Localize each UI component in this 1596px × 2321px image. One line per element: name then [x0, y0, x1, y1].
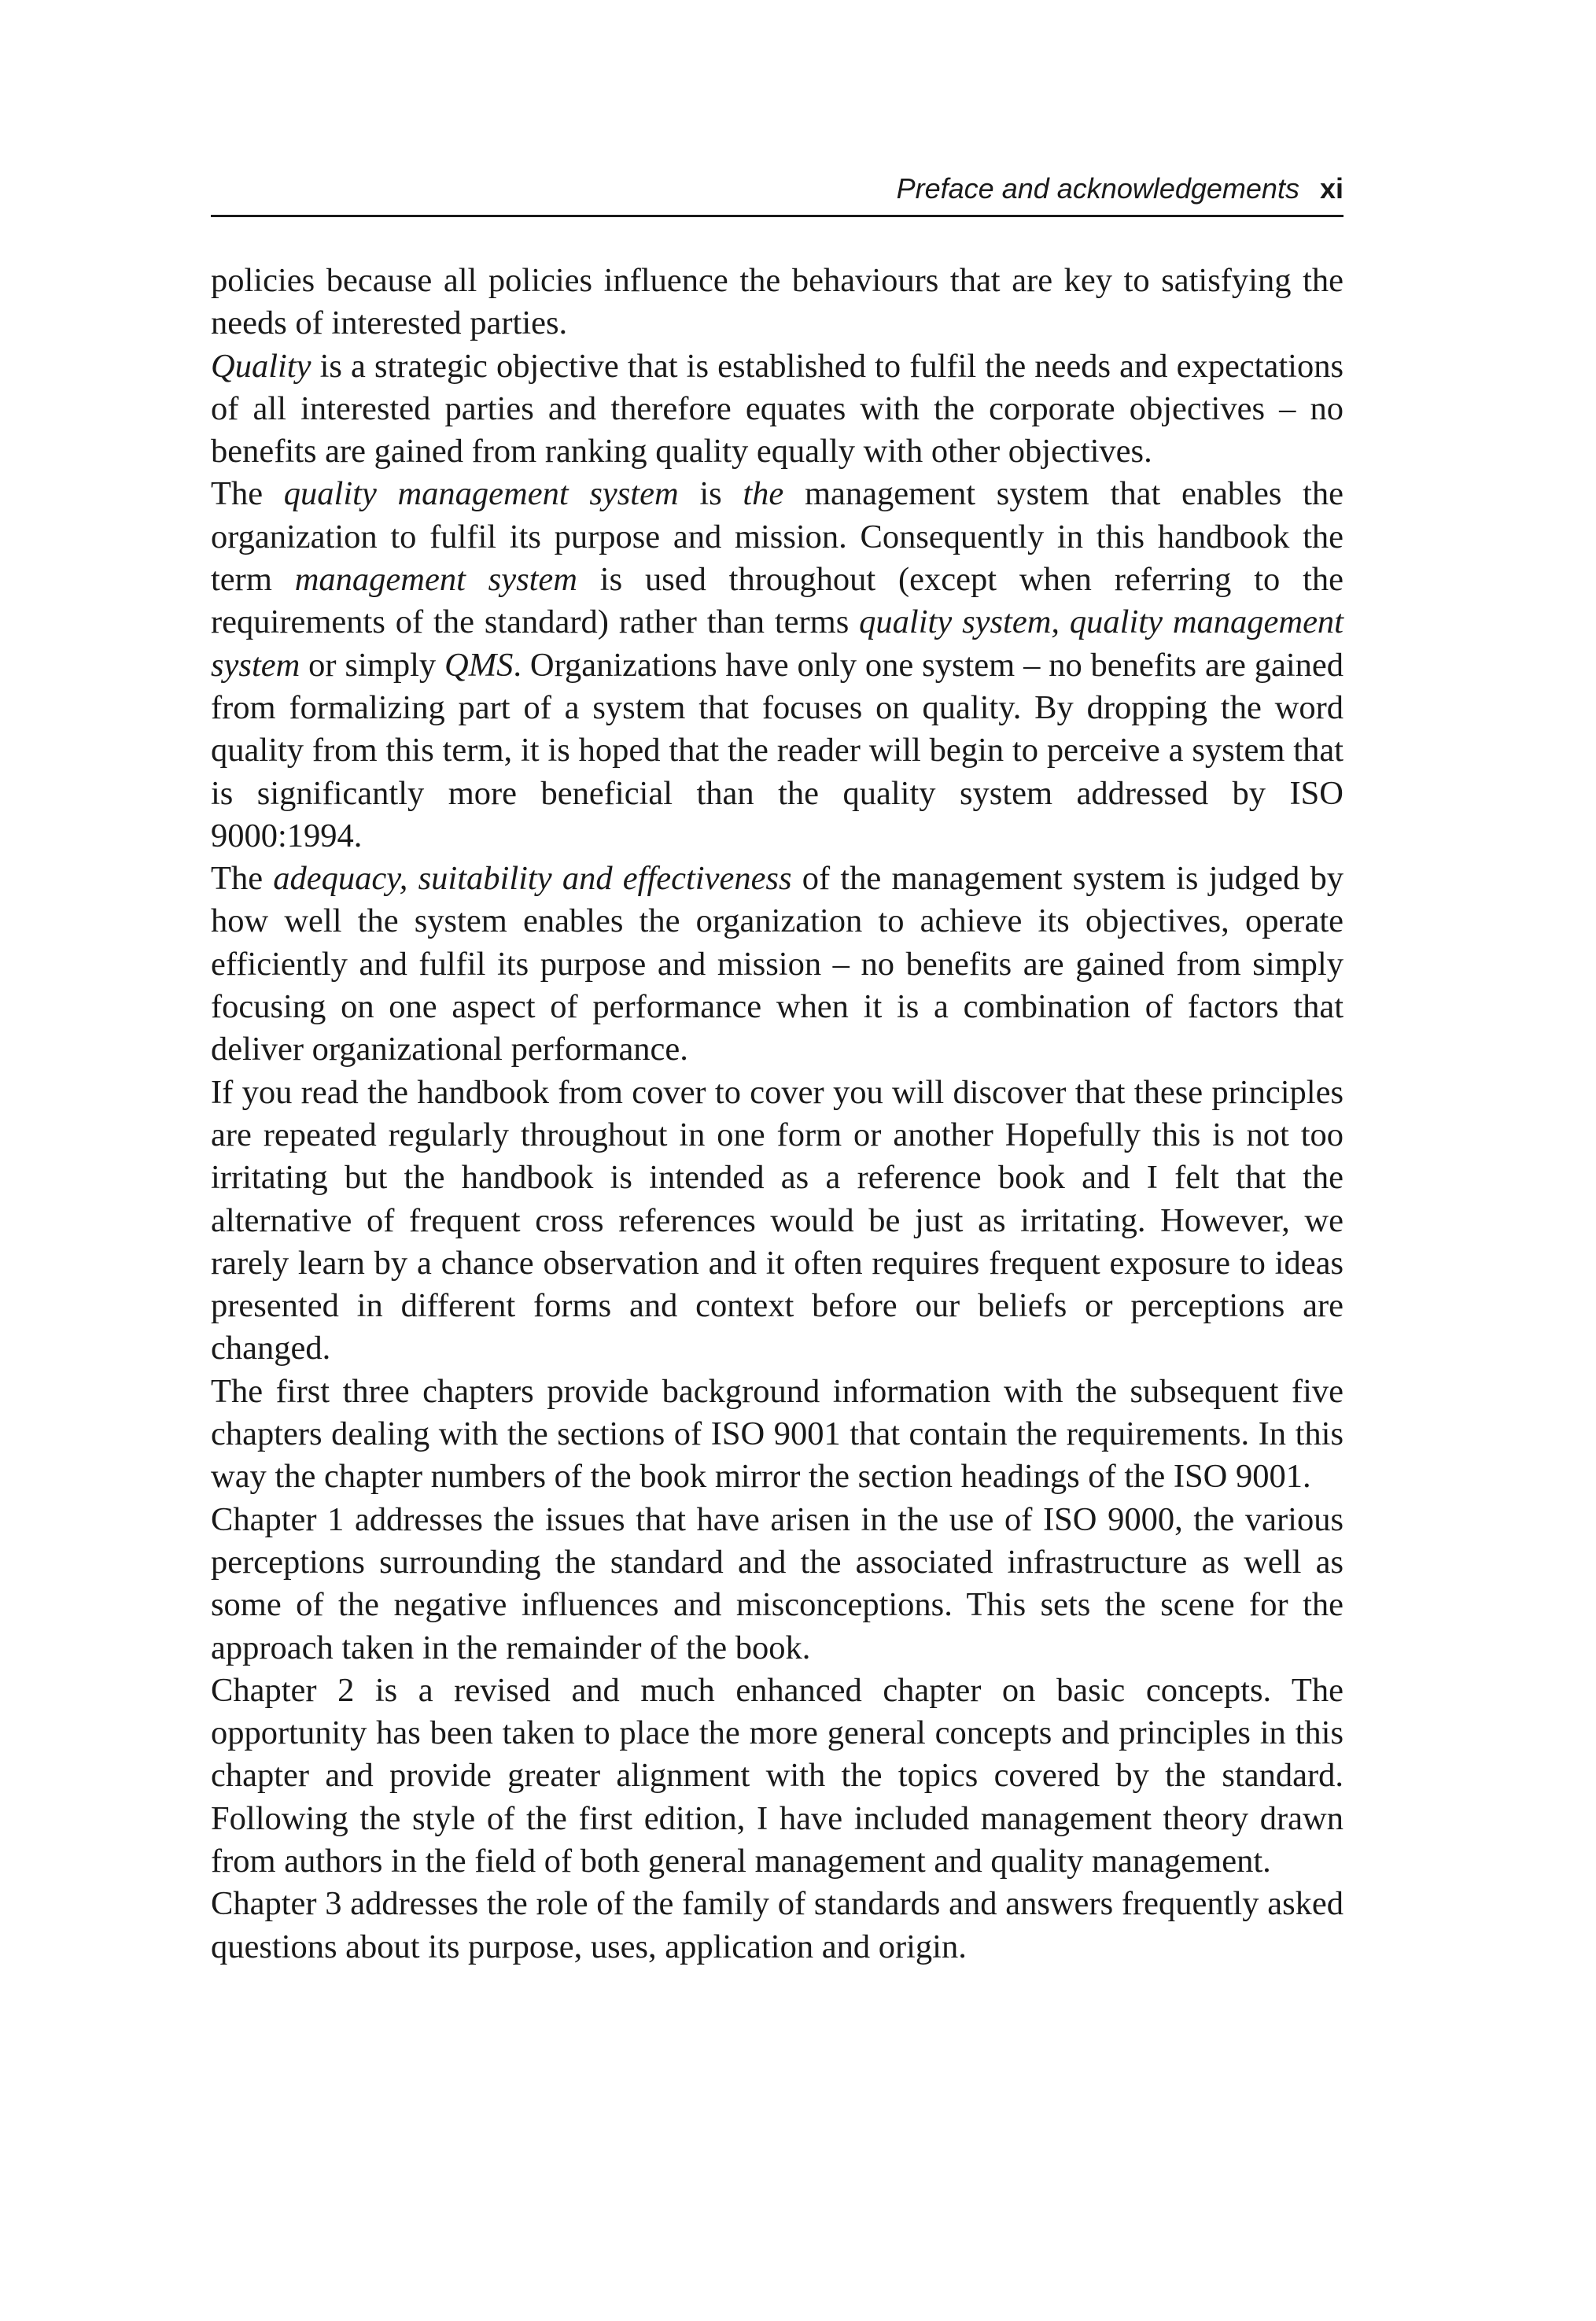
paragraph [211, 345, 1344, 474]
text-run: management system that enables the organization to fulfil its purpose and mission. Consequently in this handbook the term [211, 475, 1344, 599]
paragraph [211, 1670, 1344, 1883]
text-run: Chapter 1 addresses the issues that have arisen in the use of ISO 9000, the various perceptions surrounding the standard and the associated infrastructure as well as some of the negative influences and misconceptions. This sets the scene for the approach taken in the remainder of the book. [211, 1500, 1344, 1666]
italic-text: adequacy, suitability and effectiveness [273, 860, 792, 898]
running-head [211, 165, 1344, 212]
paragraph [211, 1371, 1344, 1499]
body-text [211, 260, 1344, 1969]
paragraph [211, 1072, 1344, 1371]
paragraph [211, 1499, 1344, 1670]
paragraph [211, 858, 1344, 1071]
text-run: The [211, 475, 284, 513]
text-run: The first three chapters provide background information with the subsequent five chapters dealing with the sections of ISO 9001 that contain the requirements. In this way the chapter numbers of the book mirror the section headings of the ISO 9001. [211, 1372, 1344, 1496]
paragraph [211, 260, 1344, 345]
paragraph [211, 473, 1344, 858]
header-rule [211, 215, 1344, 217]
text-run: is a strategic objective that is established to fulfil the needs and expectations of all interested parties and therefore equates with the corporate objectives – no benefits are gained from ranking quality equally with other objectives. [211, 347, 1344, 470]
italic-text: quality management system [283, 475, 679, 513]
italic-text: Quality [211, 347, 311, 385]
text-run: Chapter 2 is a revised and much enhanced chapter on basic concepts. The opportunity has been taken to place the more general concepts and principles in this chapter and provide greater alignment with the topics covered by the standard. Following the style of the first edition, I have included management theory drawn from authors in the field of both general management and quality management. [211, 1671, 1344, 1880]
italic-text: quality system, quality management system [211, 603, 1344, 684]
text-run: If you read the handbook from cover to cover you will discover that these principles are repeated regularly throughout in one form or another Hopefully this is not too irritating but the handbook is intended as a reference book and I felt that the alternative of frequent cross references would be just as irritating. However, we rarely learn by a chance observation and it often requires frequent exposure to ideas presented in different forms and context before our beliefs or perceptions are changed. [211, 1073, 1344, 1367]
text-run: is used throughout (except when referring to the requirements of the standard) rather than terms [211, 561, 1344, 641]
text-run: of the management system is judged by how well the system enables the organization to achieve its objectives, operate efficiently and fulfil its purpose and mission – no benefits are gained from simply focusing on one aspect of performance when it is a combination of factors that deliver organizational performance. [211, 860, 1344, 1068]
paragraph [211, 1883, 1344, 1969]
page-number: xi [1319, 172, 1344, 205]
running-head-title: Preface and acknowledgements [896, 172, 1299, 205]
text-run: policies because all policies influence the behaviours that are key to satisfying the needs of interested parties. [211, 262, 1344, 342]
text-run: Chapter 3 addresses the role of the family of standards and answers frequently asked questions about its purpose, uses, application and origin. [211, 1885, 1344, 1965]
italic-text: the [743, 475, 784, 513]
text-run: . Organizations have only one system – no benefits are gained from formalizing part of a system that focuses on quality. By dropping the word quality from this term, it is hoped that the reader will begin to perceive a system that is significantly more beneficial than the quality system addressed by ISO 9000:1994. [211, 646, 1344, 854]
italic-text: QMS [444, 646, 514, 684]
italic-text: management system [294, 561, 577, 599]
text-run: or simply [300, 646, 445, 684]
text-run: is [678, 475, 743, 513]
text-run: The [211, 860, 274, 898]
